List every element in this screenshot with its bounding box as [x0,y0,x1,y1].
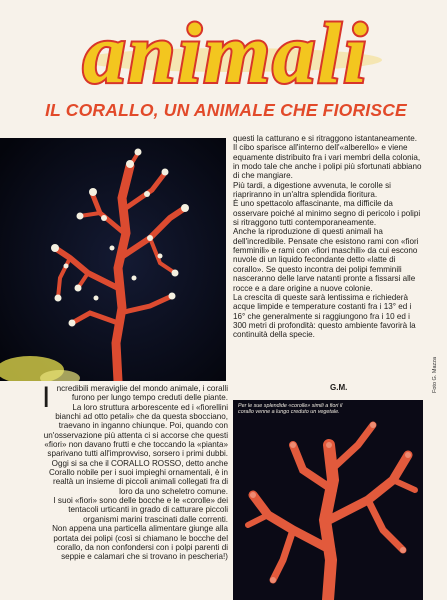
paragraph: I suoi «fiori» sono delle bocche e le «corolle» dei tentacoli urticanti in grado di catturare piccoli organismi marini trascinati dalle correnti. [53,496,228,524]
coral-photo-top [0,138,226,381]
masthead [0,0,447,98]
paragraph: Più tardi, a digestione avvenuta, le corolle si riapriranno in un'altra splendida fioritura. [233,180,391,200]
paragraph: La crescita di queste sarà lentissima e richiederà acque limpide e temperature costanti fra i 13° ed i 16° che generalmente si raggiungono fra i 10 ed i 300 metri di profondità: questo ambiente favorirà la continuità della specie. [233,292,416,340]
photo-caption: Per le sue splendide «corolle» simili a fiori il corallo venne a lungo creduto un vegetale. [238,403,343,416]
right-column [233,134,425,340]
paragraph: Non appena una particella alimentare giunge alla portata dei polipi (così si chiamano le bocche del corallo, da non confondersi con i polpi parenti di seppie e calamari che si trovano in pescheria!) [52,524,228,562]
paragraph: La loro struttura arborescente ed i «fiorellini bianchi ad otto petali» che da questa sbocciano, traevano in inganno chiunque. Poi, quando con un'osservazione più attenta ci si accorse che questi «fiori» non davano frutti e che toccando la «pianta» sparivano tutti all'improvviso, sorsero i primi dubbi. [43,402,228,459]
paragraph: Anche la riproduzione di questi animali ha dell'incredibile. Pensate che esistono rami con «fiori femminili» e rami con «fiori maschili» da cui escono nuvole di un liquido fecondante detto «latte di corallo». Se questo incontra dei polipi femminili nasceranno delle larve natanti pronte a fissarsi alle rocce e a dare origine a nuove colonie. [233,227,419,293]
paragraph: Oggi si sa che il CORALLO ROSSO, detto anche Corallo nobile per i suoi impieghi ornamentali, è in realtà un insieme di piccoli animali collegati fra di loro da uno scheletro comune. [48,458,228,496]
masthead-title: animali [82,5,370,98]
paragraph: Il cibo sparisce all'interno dell'«alberello» e viene equamente distribuito fra i vari membri della colonia, in modo tale che anche i polipi più sfortunati abbiano di che mangiare. [233,143,422,181]
paragraph: È uno spettacolo affascinante, ma difficile da osservare poiché al minimo segno di pericolo i polipi si ritraggono tutti contemporaneamente. [233,199,421,228]
paragraph: Incredibili meraviglie del mondo animale, i coralli furono per lungo tempo creduti delle piante. [42,381,228,414]
headline: IL CORALLO, UN ANIMALE CHE FIORISCE [45,100,407,120]
author-signature: G.M. [330,383,348,392]
photo-credit: Foto G. Mazza [432,356,438,393]
coral-photo-bottom [233,400,423,600]
left-column [42,381,228,562]
paragraph: questi la catturano e si ritraggono istantaneamente. [233,134,418,143]
drop-cap: I [42,381,51,414]
